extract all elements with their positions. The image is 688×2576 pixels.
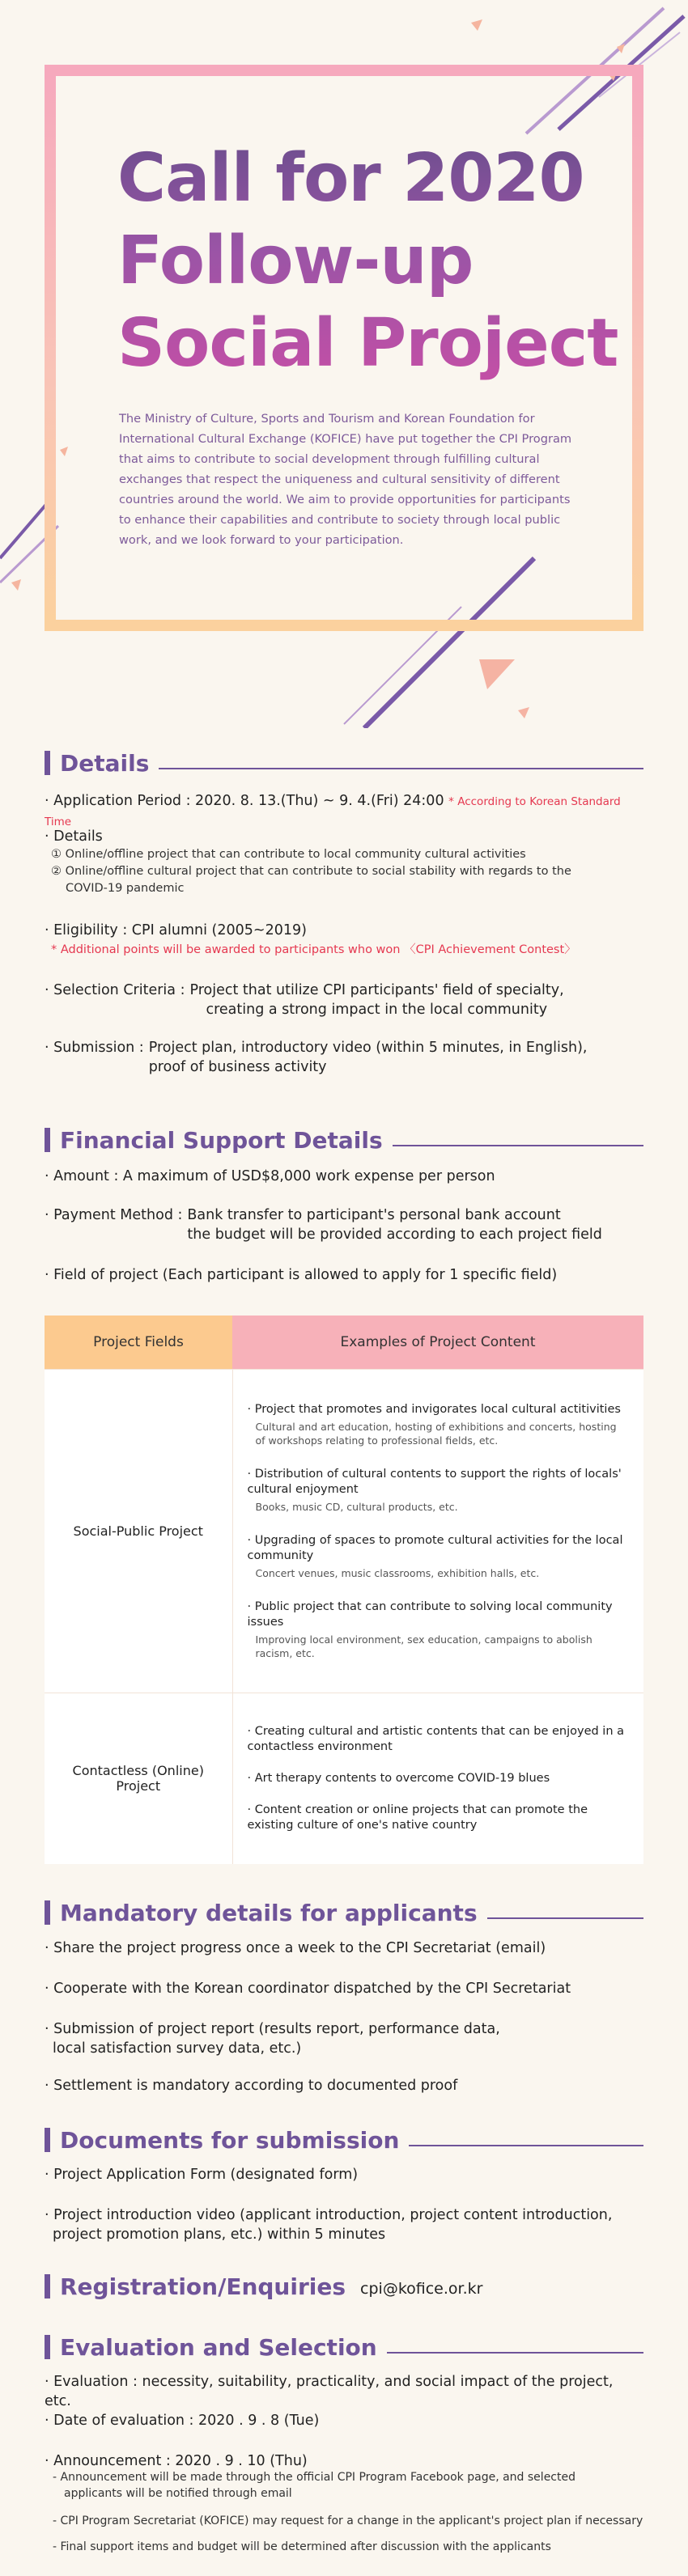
section-financial <box>45 1125 643 1155</box>
submission-line: Project plan, introductory video (within 5 minutes, in English), <box>148 1040 588 1056</box>
section-heading <box>45 748 643 777</box>
hero-title <box>117 138 619 385</box>
section-title: Registration/Enquiries <box>60 2273 346 2300</box>
example-item <box>248 1803 630 1833</box>
heading-rule <box>409 2145 643 2146</box>
selection-line: Project that utilize CPI participants' field of specialty, <box>189 982 564 998</box>
heading-bar <box>45 2274 50 2298</box>
table-row <box>45 1693 643 1864</box>
payment-label: · Payment Method : <box>45 1207 183 1223</box>
submission-line: proof of business activity <box>148 1059 327 1075</box>
table-row <box>45 1369 643 1693</box>
document-item: project promotion plans, etc.) within 5 minutes <box>53 2226 386 2243</box>
payment-line: Bank transfer to participant's personal bank account <box>187 1207 561 1223</box>
announcement: · Announcement : 2020 . 9 . 10 (Thu) <box>45 2453 308 2469</box>
application-period: · Application Period : 2020. 8. 13.(Thu) ~ 9. 4.(Fri) 24:00 <box>45 793 444 809</box>
eligibility: · Eligibility : CPI alumni (2005~2019) <box>45 922 307 938</box>
heading-rule <box>393 1145 643 1146</box>
table-cell-field: Social-Public Project <box>45 1369 232 1693</box>
announcement-note: - CPI Program Secretariat (KOFICE) may request for a change in the applicant's project plan if necessary <box>53 2515 643 2527</box>
contact-email[interactable]: cpi@kofice.or.kr <box>360 2280 483 2298</box>
details-item: ② Online/offline cultural project that can contribute to social stability with regards to the <box>51 865 571 878</box>
hero-title-line-2: Follow-up <box>117 222 474 299</box>
eligibility-note: * Additional points will be awarded to participants who won 〈CPI Achievement Contest〉 <box>51 943 576 956</box>
example-head: · Distribution of cultural contents to support the rights of locals' cultural enjoyment <box>247 1467 622 1496</box>
details-row <box>45 827 643 897</box>
field-line: Project <box>116 1778 161 1794</box>
mandatory-item: · Share the project progress once a week to the CPI Secretariat (email) <box>45 1940 546 1956</box>
heading-bar <box>45 751 50 775</box>
section-title: Details <box>60 749 150 777</box>
deco-triangle <box>479 659 515 689</box>
document-item: · Project introduction video (applicant introduction, project content introduction, <box>45 2207 613 2223</box>
section-heading <box>45 2125 643 2154</box>
section-heading <box>45 2272 643 2301</box>
example-detail: Concert venues, music classrooms, exhibition halls, etc. <box>255 1566 540 1579</box>
section-documents <box>45 2125 643 2154</box>
example-head: · Upgrading of spaces to promote cultural activities for the local community <box>247 1533 623 1562</box>
table-cell-examples <box>232 1369 643 1693</box>
heading-bar <box>45 2128 50 2152</box>
mandatory-item: · Cooperate with the Korean coordinator dispatched by the CPI Secretariat <box>45 1981 571 1997</box>
section-heading <box>45 1125 643 1155</box>
section-title: Mandatory details for applicants <box>60 1899 478 1926</box>
heading-rule <box>487 1917 643 1919</box>
payment-method-row <box>45 1205 643 1244</box>
project-fields-table <box>45 1316 643 1864</box>
example-head: · Content creation or online projects that can promote the existing culture of one's native country <box>247 1803 588 1832</box>
heading-rule <box>159 768 643 769</box>
example-detail: Books, music CD, cultural products, etc. <box>255 1500 458 1513</box>
field-of-project: · Field of project (Each participant is allowed to apply for 1 specific field) <box>45 1267 558 1283</box>
announcement-note: - Announcement will be made through the official CPI Program Facebook page, and selected <box>53 2471 575 2484</box>
example-item <box>248 1599 630 1660</box>
table-cell-field <box>45 1693 232 1864</box>
heading-bar <box>45 2335 50 2359</box>
section-title: Documents for submission <box>60 2126 400 2154</box>
hero-title-line-3: Social Project <box>117 305 618 382</box>
table-header: Examples of Project Content <box>232 1316 643 1369</box>
example-head: · Public project that can contribute to solving local community issues <box>247 1599 613 1629</box>
section-title: Financial Support Details <box>60 1126 383 1154</box>
example-item <box>248 1467 630 1514</box>
heading-bar <box>45 1900 50 1925</box>
announcement-note: applicants will be notified through email <box>64 2487 292 2500</box>
hero-description: The Ministry of Culture, Sports and Tourism and Korean Foundation for International Cultural Exchange (KOFICE) have put together the CPI Program that aims to contribute to social development through fulfilling cultural exchanges that respect the uniqueness and cultural sensitivity of different countries around the world. We aim to provide opportunities for participants to enhance their capabilities and contribute to society through local public work, and we look forward to your participation. <box>119 412 572 547</box>
section-heading <box>45 1898 643 1927</box>
table-cell-examples <box>232 1693 643 1864</box>
example-head: · Creating cultural and artistic contents that can be enjoyed in a contactless environment <box>247 1724 625 1753</box>
selection-criteria-row <box>45 981 643 1019</box>
example-head: · Art therapy contents to overcome COVID-19 blues <box>247 1771 550 1785</box>
example-item <box>248 1724 630 1755</box>
table-header: Project Fields <box>45 1316 232 1369</box>
details-item: ① Online/offline project that can contribute to local community cultural activities <box>51 848 526 861</box>
example-item <box>248 1771 630 1786</box>
details-label: · Details <box>45 828 103 845</box>
document-item: · Project Application Form (designated form) <box>45 2167 359 2183</box>
amount: · Amount : A maximum of USD$8,000 work expense per person <box>45 1168 495 1184</box>
selection-line: creating a strong impact in the local community <box>206 1002 548 1018</box>
example-item <box>248 1533 630 1580</box>
mandatory-item: local satisfaction survey data, etc.) <box>53 2040 302 2057</box>
details-item: COVID-19 pandemic <box>66 882 185 895</box>
example-item <box>248 1402 630 1447</box>
section-heading <box>45 2332 643 2362</box>
mandatory-item: · Settlement is mandatory according to documented proof <box>45 2078 458 2094</box>
payment-line: the budget will be provided according to each project field <box>187 1227 602 1243</box>
submission-label: · Submission : <box>45 1040 144 1056</box>
section-registration <box>45 2272 643 2301</box>
section-evaluation <box>45 2332 643 2362</box>
application-period-row <box>45 791 643 832</box>
example-detail: Cultural and art education, hosting of exhibitions and concerts, hosting of workshops relating to professional fields, etc. <box>255 1420 617 1447</box>
heading-bar <box>45 1128 50 1152</box>
hero-title-line-1: Call for 2020 <box>117 140 584 217</box>
mandatory-item: · Submission of project report (results report, performance data, <box>45 2021 500 2037</box>
field-line: Contactless (Online) <box>72 1763 204 1779</box>
announcement-note: - Final support items and budget will be determined after discussion with the applicants <box>53 2540 551 2553</box>
example-head: · Project that promotes and invigorates local cultural actitivities <box>247 1402 621 1416</box>
section-details <box>45 748 643 777</box>
deco-line <box>0 502 49 558</box>
deco-triangle <box>471 19 482 31</box>
deco-triangle <box>518 707 529 718</box>
section-title: Evaluation and Selection <box>60 2333 377 2361</box>
submission-row <box>45 1038 643 1077</box>
application-note: * According to Korean Standard Time <box>45 795 621 828</box>
heading-rule <box>387 2352 643 2354</box>
hero-banner <box>0 0 688 728</box>
table-header-row <box>45 1316 643 1369</box>
eligibility-row <box>45 921 643 960</box>
selection-label: · Selection Criteria : <box>45 982 185 998</box>
section-mandatory <box>45 1898 643 1927</box>
evaluation-date: · Date of evaluation : 2020 . 9 . 8 (Tue) <box>45 2413 320 2429</box>
evaluation-criteria: · Evaluation : necessity, suitability, practicality, and social impact of the project, etc. <box>45 2374 614 2409</box>
example-detail: Improving local environment, sex education, campaigns to abolish racism, etc. <box>255 1633 592 1659</box>
deco-triangle <box>11 579 21 591</box>
